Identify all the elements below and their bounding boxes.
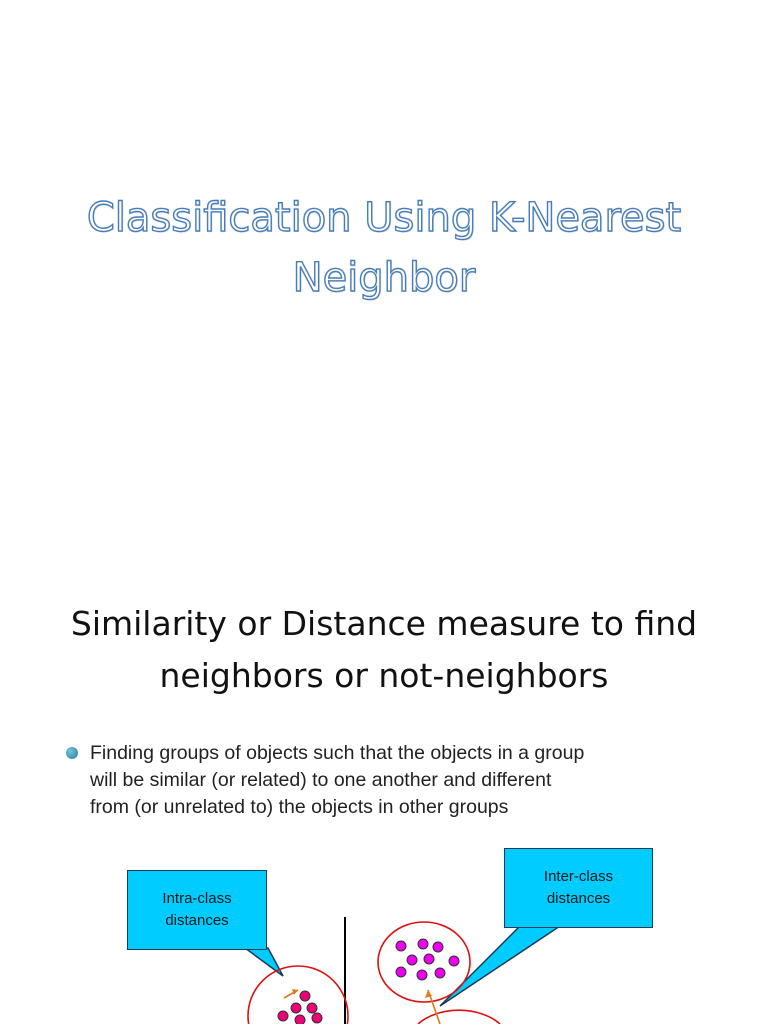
bullet-line: from (or unrelated to) the objects in other groups — [90, 796, 509, 818]
data-point — [418, 939, 428, 949]
slide2-title-line: neighbors or not-neighbors — [159, 656, 609, 695]
data-point — [435, 968, 445, 978]
bullet-line: Finding groups of objects such that the objects in a group — [90, 742, 585, 764]
slide2-title-line: Similarity or Distance measure to find — [70, 604, 698, 643]
data-point — [295, 1015, 305, 1024]
data-point — [433, 942, 443, 952]
inter-callout-tail — [440, 926, 560, 1006]
intra-callout-tail — [245, 948, 283, 976]
data-point — [312, 1013, 322, 1023]
data-point — [307, 1003, 317, 1013]
slide1-title-line: Classification Using K-Nearest — [86, 195, 682, 241]
intra-class-label-line: Intra-class — [162, 890, 232, 907]
bullet-line: will be similar (or related) to one another and different — [90, 769, 552, 791]
data-point — [278, 1011, 288, 1021]
data-point — [424, 954, 434, 964]
data-point — [291, 1003, 301, 1013]
intra-class-callout — [127, 870, 267, 950]
inter-class-callout — [504, 848, 653, 928]
cluster-ring-bottom — [418, 1010, 500, 1024]
slide1-title-line: Neighbor — [292, 255, 476, 301]
data-point — [300, 991, 310, 1001]
intra-class-label-line: distances — [165, 912, 229, 929]
data-point — [407, 955, 417, 965]
data-point — [396, 967, 406, 977]
inter-class-label-line: distances — [546, 890, 611, 907]
inter-class-label-line: Inter-class — [543, 868, 614, 885]
data-point — [417, 970, 427, 980]
data-point — [396, 941, 406, 951]
data-point — [449, 956, 459, 966]
